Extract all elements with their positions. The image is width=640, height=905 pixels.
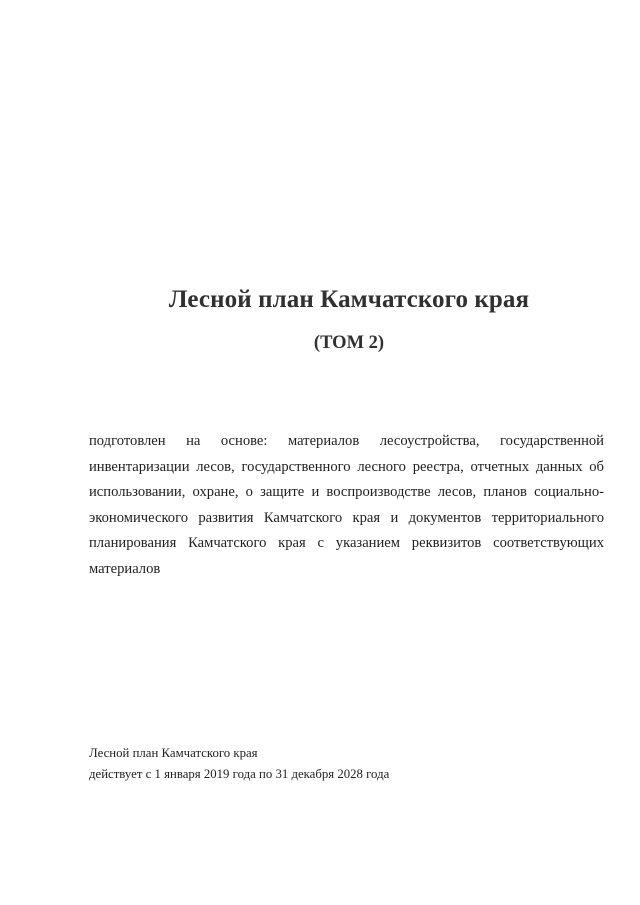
validity-note-line-2: действует с 1 января 2019 года по 31 декабря 2028 года [89, 767, 390, 781]
validity-note-line-1: Лесной план Камчатского края [89, 746, 258, 760]
document-title: Лесной план Камчатского края [168, 286, 530, 313]
validity-note [89, 743, 589, 785]
volume-label: (ТОМ 2) [313, 333, 385, 353]
document-description: подготовлен на основе: материалов лесоустройства, государственной инвентаризации лесов, государственного лесного реестра, отчетных данных об использовании, охране, о защите и воспроизводстве лесов, планов социально-экономического развития Камчатского края и документов территориального планирования Камчатского края с указанием реквизитов соответствующих материалов [89, 433, 604, 577]
